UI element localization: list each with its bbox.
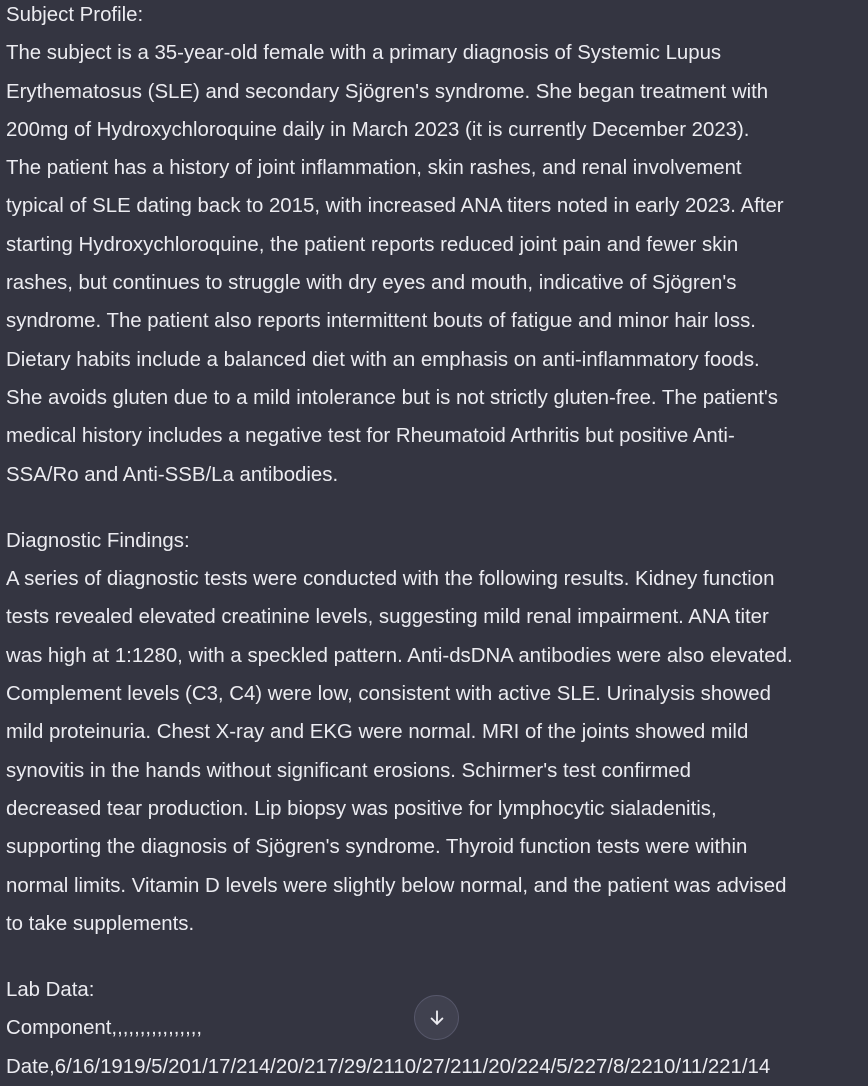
text-line: SSA/Ro and Anti-SSB/La antibodies. [6,463,339,486]
text-line: typical of SLE dating back to 2015, with increased ANA titers noted in early 2023. After [6,195,784,218]
text-line: She avoids gluten due to a mild intolerance but is not strictly gluten-free. The patient's [6,386,779,409]
text-line: decreased tear production. Lip biopsy was positive for lymphocytic sialadenitis, [6,797,717,820]
text-line: The patient has a history of joint inflammation, skin rashes, and renal involvement [6,157,742,180]
diagnostic-findings-paragraph [6,560,864,943]
text-line: The subject is a 35-year-old female with a primary diagnosis of Systemic Lupus [6,42,722,65]
text-line: synovitis in the hands without significant erosions. Schirmer's test confirmed [6,759,692,782]
text-line: was high at 1:1280, with a speckled pattern. Anti-dsDNA antibodies were also elevated. [6,644,793,667]
text-line: Erythematosus (SLE) and secondary Sjögren's syndrome. She began treatment with [6,80,769,103]
text-line: Complement levels (C3, C4) were low, consistent with active SLE. Urinalysis showed [6,683,771,706]
diagnostic-findings-heading: Diagnostic Findings: [6,529,190,552]
text-line: Dietary habits include a balanced diet with an emphasis on anti-inflammatory foods. [6,348,760,371]
text-line: syndrome. The patient also reports intermittent bouts of fatigue and minor hair loss. [6,310,756,333]
text-line: starting Hydroxychloroquine, the patient reports reduced joint pain and fewer skin [6,233,739,256]
text-line: A series of diagnostic tests were conducted with the following results. Kidney function [6,568,775,591]
lab-data-line: Date,6/16/1919/5/201/17/214/20/217/29/2110/27/211/20/224/5/227/8/2210/11/221/14 [6,1055,771,1078]
subject-profile-paragraph [6,34,864,494]
text-line: mild proteinuria. Chest X-ray and EKG were normal. MRI of the joints showed mild [6,721,749,744]
subject-profile-section [6,0,864,494]
subject-profile-heading: Subject Profile: [6,4,144,26]
lab-data-heading: Lab Data: [6,979,95,1002]
lab-data-line: Component,,,,,,,,,,,,,,,, [6,1017,203,1040]
diagnostic-findings-section [6,522,864,943]
text-line: 200mg of Hydroxychloroquine daily in March 2023 (it is currently December 2023). [6,118,750,141]
text-line: normal limits. Vitamin D levels were slightly below normal, and the patient was advised [6,874,787,897]
text-line: rashes, but continues to struggle with dry eyes and mouth, indicative of Sjögren's [6,272,737,295]
arrow-down-icon [427,1008,447,1028]
text-line: to take supplements. [6,912,195,935]
assistant-message [6,0,864,1086]
text-line: supporting the diagnosis of Sjögren's syndrome. Thyroid function tests were within [6,836,748,859]
text-line: medical history includes a negative test for Rheumatoid Arthritis but positive Anti- [6,425,735,448]
scroll-to-bottom-button[interactable] [414,995,459,1040]
text-line: tests revealed elevated creatinine levels, suggesting mild renal impairment. ANA titer [6,606,769,629]
